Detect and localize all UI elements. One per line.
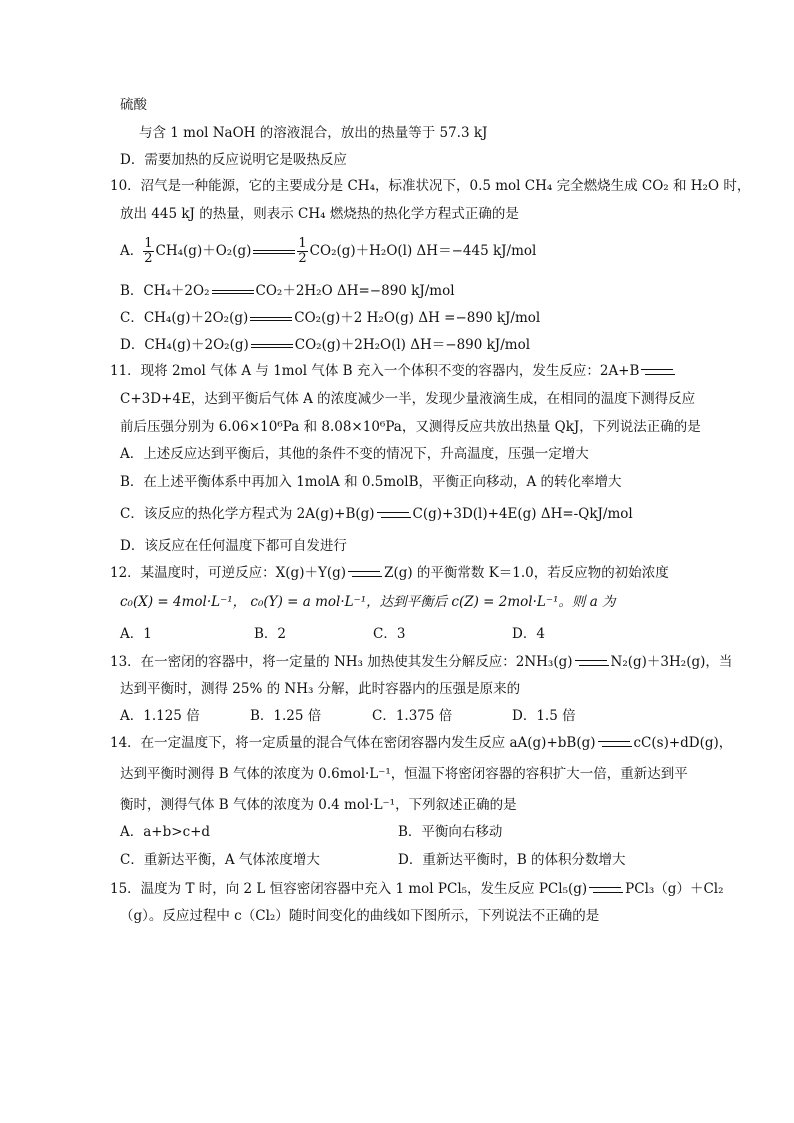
q11-stem-line1: 11．现将 2mol 气体 A 与 1mol 气体 B 充入一个体积不变的容器内，发生反应：2A+B (110, 361, 677, 381)
q11-option-d: D．该反应在任何温度下都可自发进行 (120, 538, 347, 554)
reversible-arrow (589, 885, 623, 895)
q14-option-b: B．平衡向右移动 (398, 824, 503, 840)
q13-stem-line2: 达到平衡时，测得 25% 的 NH₃ 分解，此时容器内的压强是原来的 (120, 681, 521, 697)
reversible-arrow (641, 367, 675, 377)
q11-option-a: A．上述反应达到平衡后，其他的条件不变的情况下，升高温度，压强一定增大 (120, 446, 589, 462)
q13-stem-line1: 13．在一密闭的容器中，将一定量的 NH₃ 加热使其发生分解反应：2NH₃(g) N₂(g)＋3H₂(g)，当 (110, 654, 733, 670)
q10-option-a: A． $\frac{1}{2}$ CH₄(g)＋O₂(g) $\frac{1}{2}$ CO₂(g)＋H₂O(l) ΔH＝−445 kJ/mol (120, 236, 537, 266)
q13-option-c: C．1.375 倍 (372, 708, 453, 724)
q14-stem-line2: 达到平衡时测得 B 气体的浓度为 0.6mol·L⁻¹，恒温下将密闭容器的容积扩大一倍，重新达到平 (120, 766, 688, 782)
q10-option-b: B．CH₄＋2O₂ CO₂＋2H₂O ΔH=−890 kJ/mol (120, 283, 455, 299)
q12-stem-line1: 12．某温度时，可逆反应：X(g)＋Y(g) Z(g) 的平衡常数 K＝1.0，若反应物的初始浓度 (110, 565, 669, 581)
equals-arrow (253, 247, 295, 257)
q11-stem-line3: 前后压强分别为 6.06×10⁶Pa 和 8.08×10⁶Pa，又测得反应共放出热量 QkJ，下列说法正确的是 (120, 419, 701, 435)
q13-option-a: A．1.125 倍 (120, 708, 200, 724)
q9-option-d: D．需要加热的反应说明它是吸热反应 (120, 152, 347, 168)
q10-stem-line2: 放出 445 kJ 的热量，则表示 CH₄ 燃烧热的热化学方程式正确的是 (120, 206, 519, 222)
q14-option-c: C．重新达平衡，A 气体浓度增大 (120, 852, 320, 868)
equals-arrow (250, 314, 292, 324)
q12-option-b: B．2 (254, 626, 287, 642)
q12-stem-line2: c₀(X) = 4mol·L⁻¹， c₀(Y) = a mol·L⁻¹，达到平衡后 c(Z) = 2mol·L⁻¹。则 a 为 (120, 594, 616, 610)
q14-option-d: D．重新达平衡时，B 的体积分数增大 (398, 852, 626, 868)
q12-option-d: D．4 (512, 626, 545, 642)
reversible-arrow (598, 739, 632, 749)
q9-line2: 与含 1 mol NaOH 的溶液混合，放出的热量等于 57.3 kJ (139, 125, 488, 141)
q13-options (120, 706, 680, 726)
q15-stem-line2: （g）。反应过程中 c（Cl₂）随时间变化的曲线如下图所示，下列说法不正确的是 (120, 908, 600, 924)
q13-option-b: B．1.25 倍 (250, 708, 322, 724)
reversible-arrow (377, 510, 411, 520)
fraction-half: $\frac{1}{2}$ (144, 236, 153, 266)
q12-option-c: C．3 (373, 626, 406, 642)
q13-option-d: D．1.5 倍 (512, 708, 576, 724)
q11-stem-line2: C+3D+4E，达到平衡后气体 A 的浓度减少一半，发现少量液滴生成，在相同的温度下测得反应 (120, 391, 696, 407)
q10-stem-line1: 10．沼气是一种能源，它的主要成分是 CH₄，标准状况下，0.5 mol CH₄ 完全燃烧生成 CO₂ 和 H₂O 时， (110, 178, 751, 194)
reversible-arrow (348, 569, 382, 579)
q14-stem-line3: 衡时，测得气体 B 气体的浓度为 0.4 mol·L⁻¹，下列叙述正确的是 (120, 797, 517, 813)
q9-line1: 硫酸 (120, 97, 147, 113)
equals-arrow (251, 341, 293, 351)
q14-stem-line1: 14．在一定温度下，将一定质量的混合气体在密闭容器内发生反应 aA(g)+bB(g) cC(s)+dD(g)， (110, 735, 733, 751)
q12-option-a: A．1 (120, 626, 152, 642)
equals-arrow (212, 287, 254, 297)
q14-option-a: A．a+b>c+d (120, 824, 211, 840)
q12-options (120, 624, 680, 644)
q10-option-c: C．CH₄(g)＋2O₂(g) CO₂(g)＋2 H₂O(g) ΔH =−890 kJ/mol (120, 310, 541, 326)
fraction-half: $\frac{1}{2}$ (298, 236, 307, 266)
q11-option-c: C．该反应的热化学方程式为 2A(g)+B(g) C(g)+3D(l)+4E(g) ΔH=-QkJ/mol (120, 506, 633, 522)
q15-stem-line1: 15．温度为 T 时，向 2 L 恒容密闭容器中充入 1 mol PCl₅，发生反应 PCl₅(g) PCl₃（g）＋Cl₂ (110, 881, 724, 897)
reversible-arrow (575, 658, 609, 668)
q11-option-b: B．在上述平衡体系中再加入 1molA 和 0.5molB，平衡正向移动，A 的转化率增大 (120, 474, 622, 490)
q10-option-d: D．CH₄(g)＋2O₂(g) CO₂(g)＋2H₂O(l) ΔH＝−890 kJ/mol (120, 337, 531, 353)
